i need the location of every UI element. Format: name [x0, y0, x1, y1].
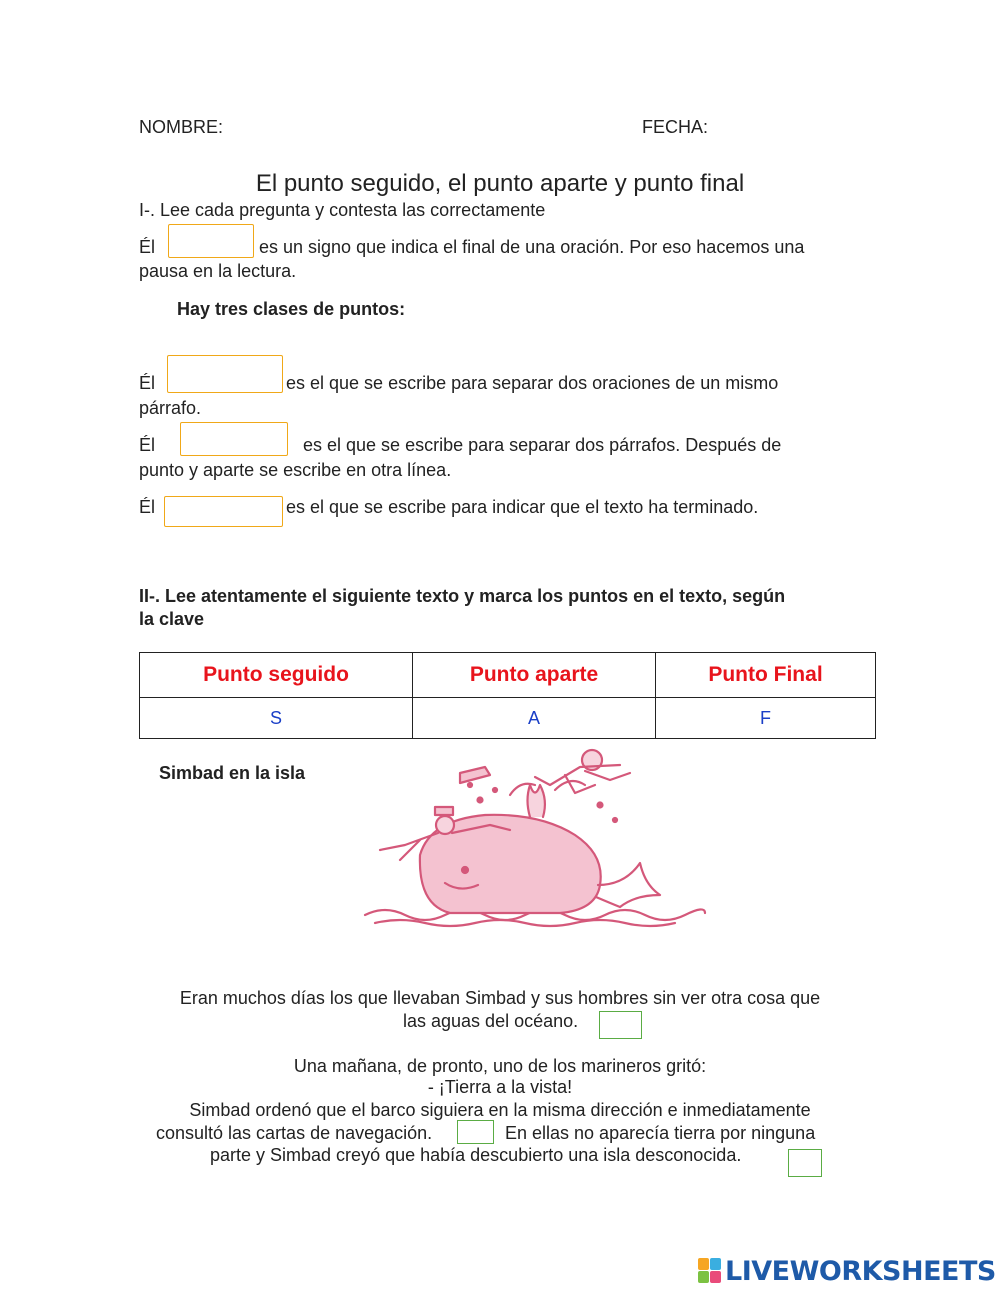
key-code-s: S — [140, 698, 413, 739]
part1-instruction: I-. Lee cada pregunta y contesta las correctamente — [139, 200, 546, 220]
key-header-punto-seguido: Punto seguido — [140, 653, 413, 698]
key-header-punto-aparte: Punto aparte — [413, 653, 656, 698]
liveworksheets-logo-icon — [698, 1258, 722, 1284]
q3-lead: Él — [139, 435, 156, 455]
whale-illustration — [360, 745, 710, 930]
subheading: Hay tres clases de puntos: — [177, 299, 406, 319]
story-p1-line2: las aguas del océano. — [403, 1011, 579, 1031]
answer-box-story-1[interactable] — [599, 1011, 642, 1039]
key-table-header-row — [140, 653, 876, 698]
answer-box-story-2[interactable] — [457, 1120, 494, 1144]
name-label: NOMBRE: — [139, 117, 224, 137]
logo-text: LIVEWORKSHEETS — [725, 1255, 996, 1287]
page-title: El punto seguido, el punto aparte y punto final — [255, 170, 745, 197]
q2-text-line1: es el que se escribe para separar dos oraciones de un mismo — [286, 373, 779, 393]
story-p3-line2b: En ellas no aparecía tierra por ninguna — [505, 1123, 816, 1143]
story-p2-line2: - ¡Tierra a la vista! — [427, 1077, 573, 1097]
part2-instruction-line2: la clave — [139, 609, 205, 629]
key-code-f: F — [656, 698, 876, 739]
q3-text-line1: es el que se escribe para separar dos párrafos. Después de — [303, 435, 782, 455]
q1-text-line2: pausa en la lectura. — [139, 261, 297, 281]
q1-lead: Él — [139, 237, 156, 257]
answer-box-q2[interactable] — [167, 355, 283, 393]
key-header-punto-final: Punto Final — [656, 653, 876, 698]
date-label: FECHA: — [642, 117, 709, 137]
q1-text-line1: es un signo que indica el final de una oración. Por eso hacemos una — [259, 237, 805, 257]
q4-text-line1: es el que se escribe para indicar que el texto ha terminado. — [286, 497, 759, 517]
key-table-code-row — [140, 698, 876, 739]
key-code-a: A — [413, 698, 656, 739]
q2-text-line2: párrafo. — [139, 398, 202, 418]
q4-lead: Él — [139, 497, 156, 517]
answer-box-q4[interactable] — [164, 496, 283, 527]
story-title: Simbad en la isla — [159, 763, 306, 783]
answer-box-story-3[interactable] — [788, 1149, 822, 1177]
story-p3-line3: parte y Simbad creyó que había descubierto una isla desconocida. — [210, 1145, 742, 1165]
answer-box-q3[interactable] — [180, 422, 288, 456]
story-p3-line1: Simbad ordenó que el barco siguiera en la misma dirección e inmediatamente — [189, 1100, 811, 1120]
part2-instruction-line1: II-. Lee atentamente el siguiente texto y marca los puntos en el texto, según — [139, 586, 786, 606]
liveworksheets-logo — [698, 1255, 996, 1287]
story-p2-line1: Una mañana, de pronto, uno de los marineros gritó: — [293, 1056, 707, 1076]
story-p3-line2a: consultó las cartas de navegación. — [156, 1123, 433, 1143]
key-table — [139, 652, 876, 739]
q3-text-line2: punto y aparte se escribe en otra línea. — [139, 460, 452, 480]
q2-lead: Él — [139, 373, 156, 393]
answer-box-q1[interactable] — [168, 224, 254, 258]
story-p1-line1: Eran muchos días los que llevaban Simbad y sus hombres sin ver otra cosa que — [179, 988, 821, 1008]
